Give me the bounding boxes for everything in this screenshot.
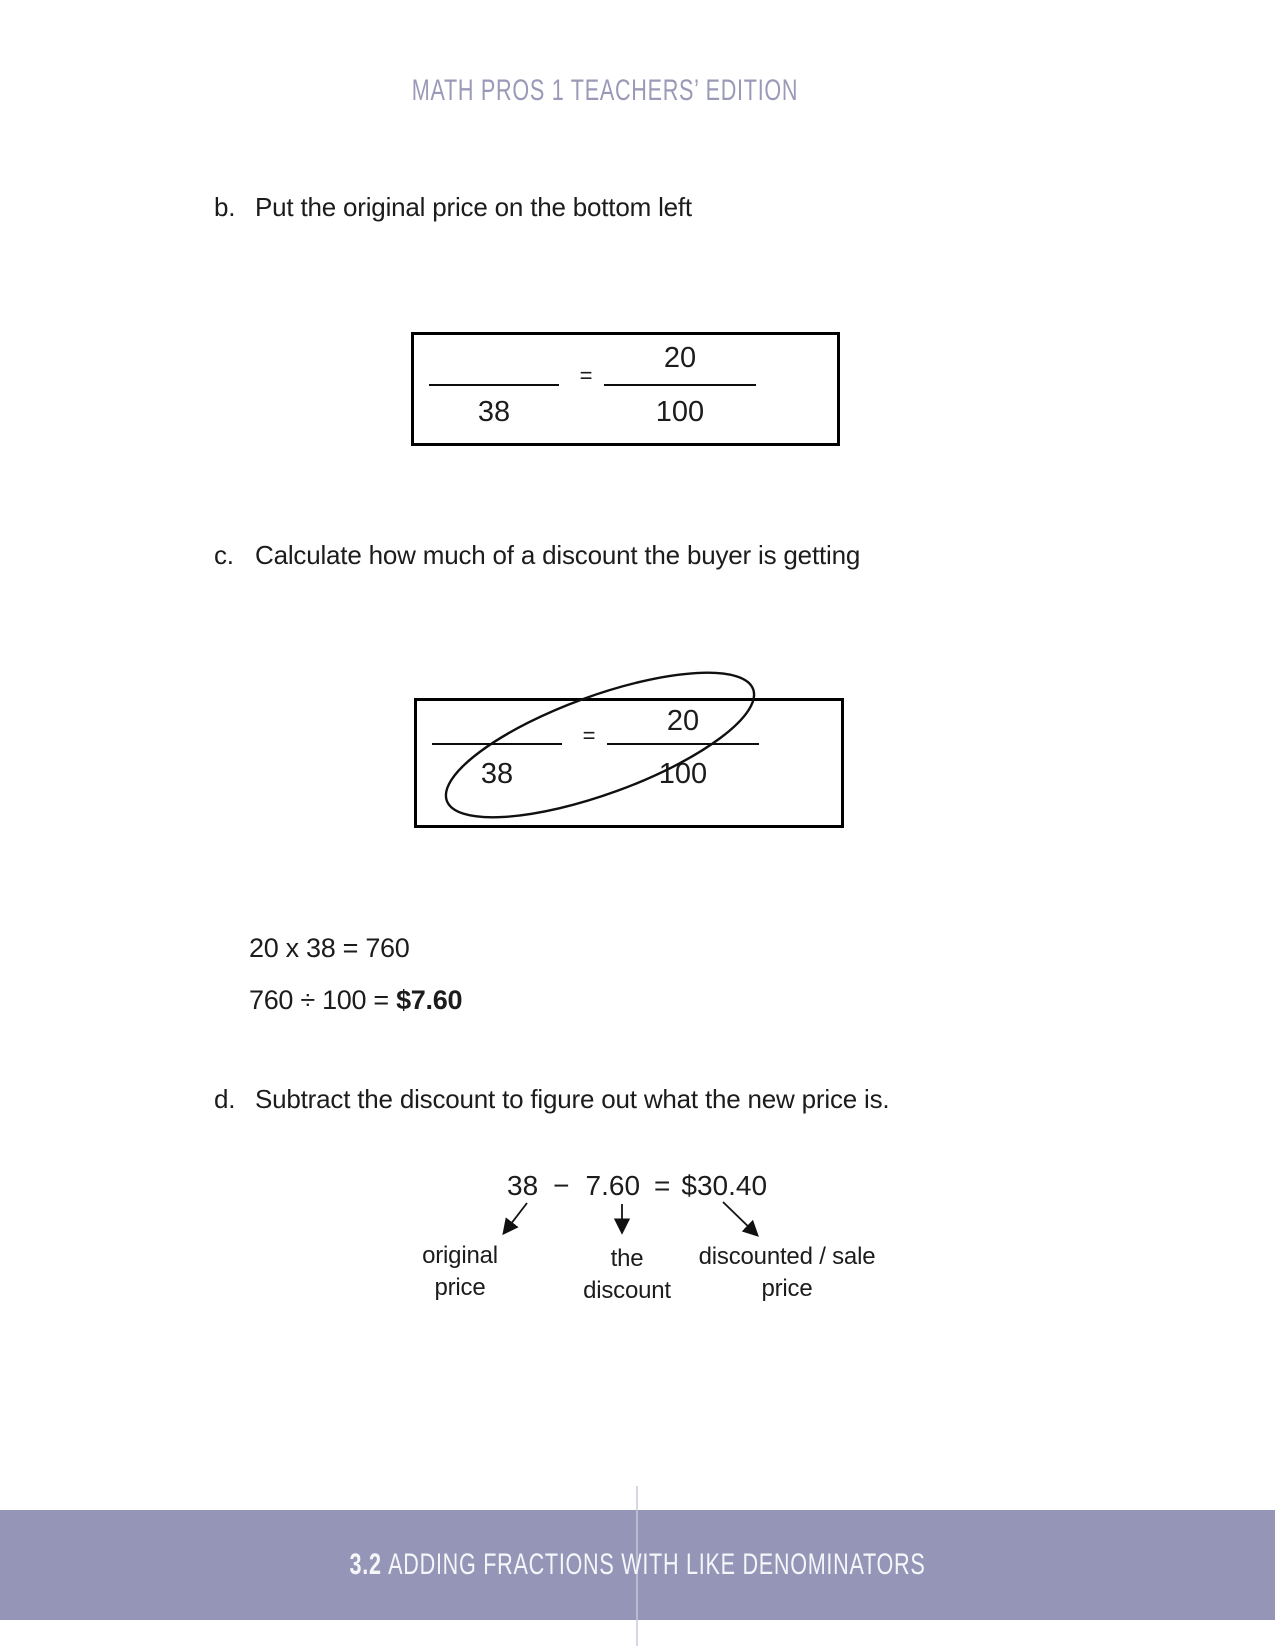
section-title: ADDING FRACTIONS WITH LIKE DENOMINATORS (388, 1548, 926, 1581)
label-line: price (761, 1275, 813, 1302)
step-d-text: Subtract the discount to figure out what the new price is. (255, 1084, 890, 1114)
equals-sign: = (579, 363, 593, 388)
label-line: discounted / sale (698, 1243, 876, 1270)
step-d (214, 1084, 889, 1115)
arrow-down-left-icon (504, 1203, 527, 1233)
right-numerator: 20 (663, 342, 697, 374)
right-numerator: 20 (666, 705, 700, 737)
page-header-title: MATH PROS 1 TEACHERS’ EDITION (411, 74, 799, 107)
division-line (249, 985, 462, 1016)
step-b-text: Put the original price on the bottom left (255, 192, 692, 222)
label-line: the (610, 1245, 644, 1272)
label-line: original (422, 1242, 498, 1269)
step-c-label: c. (214, 540, 234, 570)
proportion-box-2 (414, 698, 844, 828)
subtrahend: 7.60 (585, 1170, 641, 1201)
label-original-price (395, 1240, 525, 1304)
fraction-bar (604, 384, 756, 386)
equals-sign: = (582, 723, 596, 748)
page-divider-line (636, 1620, 638, 1646)
section-number: 3.2 (349, 1548, 382, 1581)
minus-sign: − (553, 1170, 570, 1201)
minuend: 38 (507, 1170, 539, 1201)
annotation-arrows (480, 1196, 780, 1244)
arrow-down-right-icon (723, 1202, 757, 1235)
label-line: price (434, 1274, 486, 1301)
step-c (214, 540, 860, 571)
left-denominator: 38 (480, 758, 514, 790)
label-discounted-sale-price (672, 1241, 902, 1305)
discount-amount: $7.60 (396, 985, 463, 1015)
equals-sign: = (654, 1170, 671, 1201)
result: $30.40 (681, 1170, 768, 1201)
step-b (214, 192, 692, 223)
left-denominator: 38 (477, 396, 511, 428)
right-denominator: 100 (655, 396, 705, 428)
multiplication-line: 20 x 38 = 760 (249, 933, 410, 963)
division-expression: 760 ÷ 100 = (249, 985, 397, 1015)
cross-multiply-ellipse-icon (414, 698, 838, 822)
page-divider-line (636, 1486, 638, 1510)
step-d-label: d. (214, 1084, 236, 1114)
step-b-label: b. (214, 192, 236, 222)
label-line: discount (583, 1277, 671, 1304)
step-c-text: Calculate how much of a discount the buyer is getting (255, 540, 861, 570)
footer-title (178, 1510, 1096, 1620)
right-denominator: 100 (658, 758, 708, 790)
blank-fraction-bar (429, 384, 559, 386)
proportion-box-1 (411, 332, 840, 446)
